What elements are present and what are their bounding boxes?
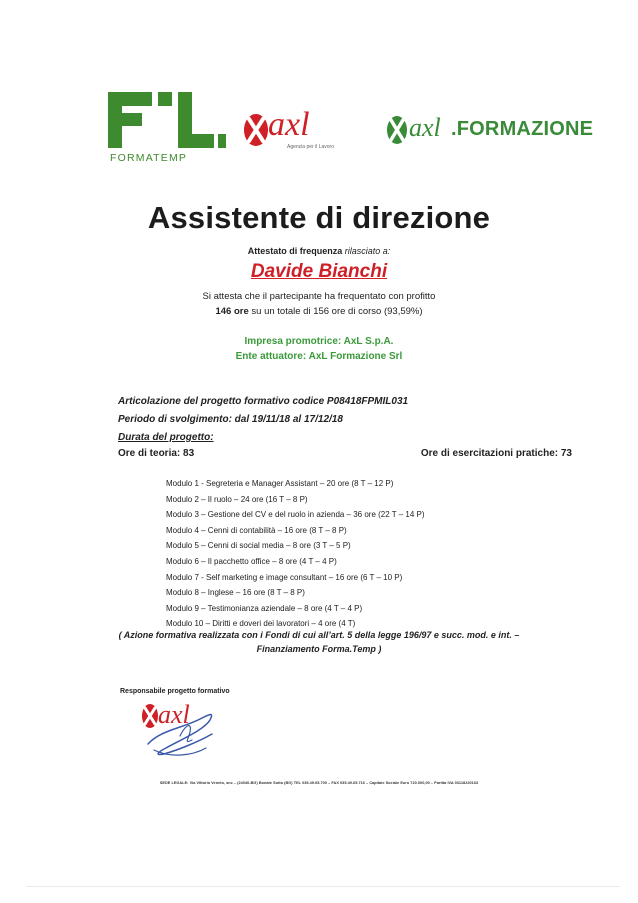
project-code: Articolazione del progetto formativo codice P08418FPMIL031 bbox=[118, 396, 409, 407]
certificate-title: Assistente di direzione bbox=[147, 200, 491, 235]
axl-wordmark: axl bbox=[268, 106, 310, 143]
attestato-bold: Attestato di frequenza bbox=[247, 246, 343, 256]
practice-hours: Ore di esercitazioni pratiche: 73 bbox=[420, 448, 572, 459]
axl-formazione-x-mark-icon bbox=[385, 114, 409, 146]
module-item: Modulo 4 – Cenni di contabilità – 16 ore (8 T – 8 P) bbox=[166, 525, 347, 535]
signature-stamp bbox=[140, 700, 230, 764]
handwritten-signature bbox=[140, 700, 230, 764]
module-item: Modulo 3 – Gestione del CV e del ruolo in azienda – 36 ore (22 T – 14 P) bbox=[166, 510, 425, 520]
legal-footer: SEDE LEGALE: Via Vittorio Veneto, snc – (24040-BG) Bonate Sotto (BG) TEL 035.49.65.700 – FAX 035.49.65.716 – Capitale Sociale Euro 720.000,00 – Partita IVA 03118220163 bbox=[159, 781, 479, 785]
axl-subtitle: Agenzia per il Lavoro bbox=[287, 144, 334, 150]
module-item: Modulo 5 – Cenni di social media – 8 ore (3 T – 5 P) bbox=[166, 541, 351, 551]
ente-attuatore: Ente attuatore: AxL Formazione Srl bbox=[235, 351, 403, 362]
project-period: Periodo di svolgimento: dal 19/11/18 al 17/12/18 bbox=[118, 414, 343, 425]
module-item: Modulo 8 – Inglese – 16 ore (8 T – 8 P) bbox=[166, 588, 305, 598]
participant-name: Davide Bianchi bbox=[250, 261, 388, 282]
attestato-italic: rilasciato a: bbox=[342, 246, 391, 256]
project-duration-label: Durata del progetto: bbox=[118, 432, 214, 443]
statement-line: Si attesta che il partecipante ha frequentato con profitto bbox=[202, 291, 436, 302]
formatemp-caption: FORMATEMP bbox=[110, 152, 188, 164]
page-edge-divider bbox=[26, 886, 620, 887]
axl-logo bbox=[242, 108, 352, 156]
attestato-line bbox=[0, 246, 638, 256]
module-item: Modulo 2 – Il ruolo – 24 ore (16 T – 8 P) bbox=[166, 494, 308, 504]
axl-formazione-logo bbox=[385, 112, 605, 148]
hours-attended: 146 ore bbox=[215, 306, 249, 317]
impresa-promotrice: Impresa promotrice: AxL S.p.A. bbox=[244, 336, 394, 347]
funding-note-source: Finanziamento Forma.Temp ) bbox=[256, 644, 382, 654]
module-list bbox=[166, 476, 425, 632]
formatemp-logo bbox=[108, 92, 226, 170]
hours-line bbox=[0, 306, 638, 317]
module-item: Modulo 10 – Diritti e doveri dei lavoratori – 4 ore (4 T) bbox=[166, 619, 356, 629]
signature-label: Responsabile progetto formativo bbox=[120, 688, 230, 695]
theory-hours: Ore di teoria: 83 bbox=[118, 448, 195, 459]
axl-formazione-suffix: .FORMAZIONE bbox=[451, 118, 594, 140]
module-item: Modulo 1 - Segreteria e Manager Assistant – 20 ore (8 T – 12 P) bbox=[166, 479, 394, 488]
formatemp-logo-mark bbox=[108, 92, 226, 148]
stamp-wordmark: axl bbox=[158, 700, 190, 729]
axl-formazione-wordmark: axl bbox=[409, 113, 441, 142]
funding-note: ( Azione formativa realizzata con i Fondi di cui all’art. 5 della legge 196/97 e succ. mod. e int. – bbox=[118, 630, 520, 640]
hours-total: su un totale di 156 ore di corso (93,59%) bbox=[248, 306, 423, 317]
module-item: Modulo 7 - Self marketing e image consultant – 16 ore (6 T – 10 P) bbox=[166, 572, 403, 582]
module-item: Modulo 9 – Testimonianza aziendale – 8 ore (4 T – 4 P) bbox=[166, 603, 363, 613]
module-item: Modulo 6 – Il pacchetto office – 8 ore (4 T – 4 P) bbox=[166, 556, 337, 566]
